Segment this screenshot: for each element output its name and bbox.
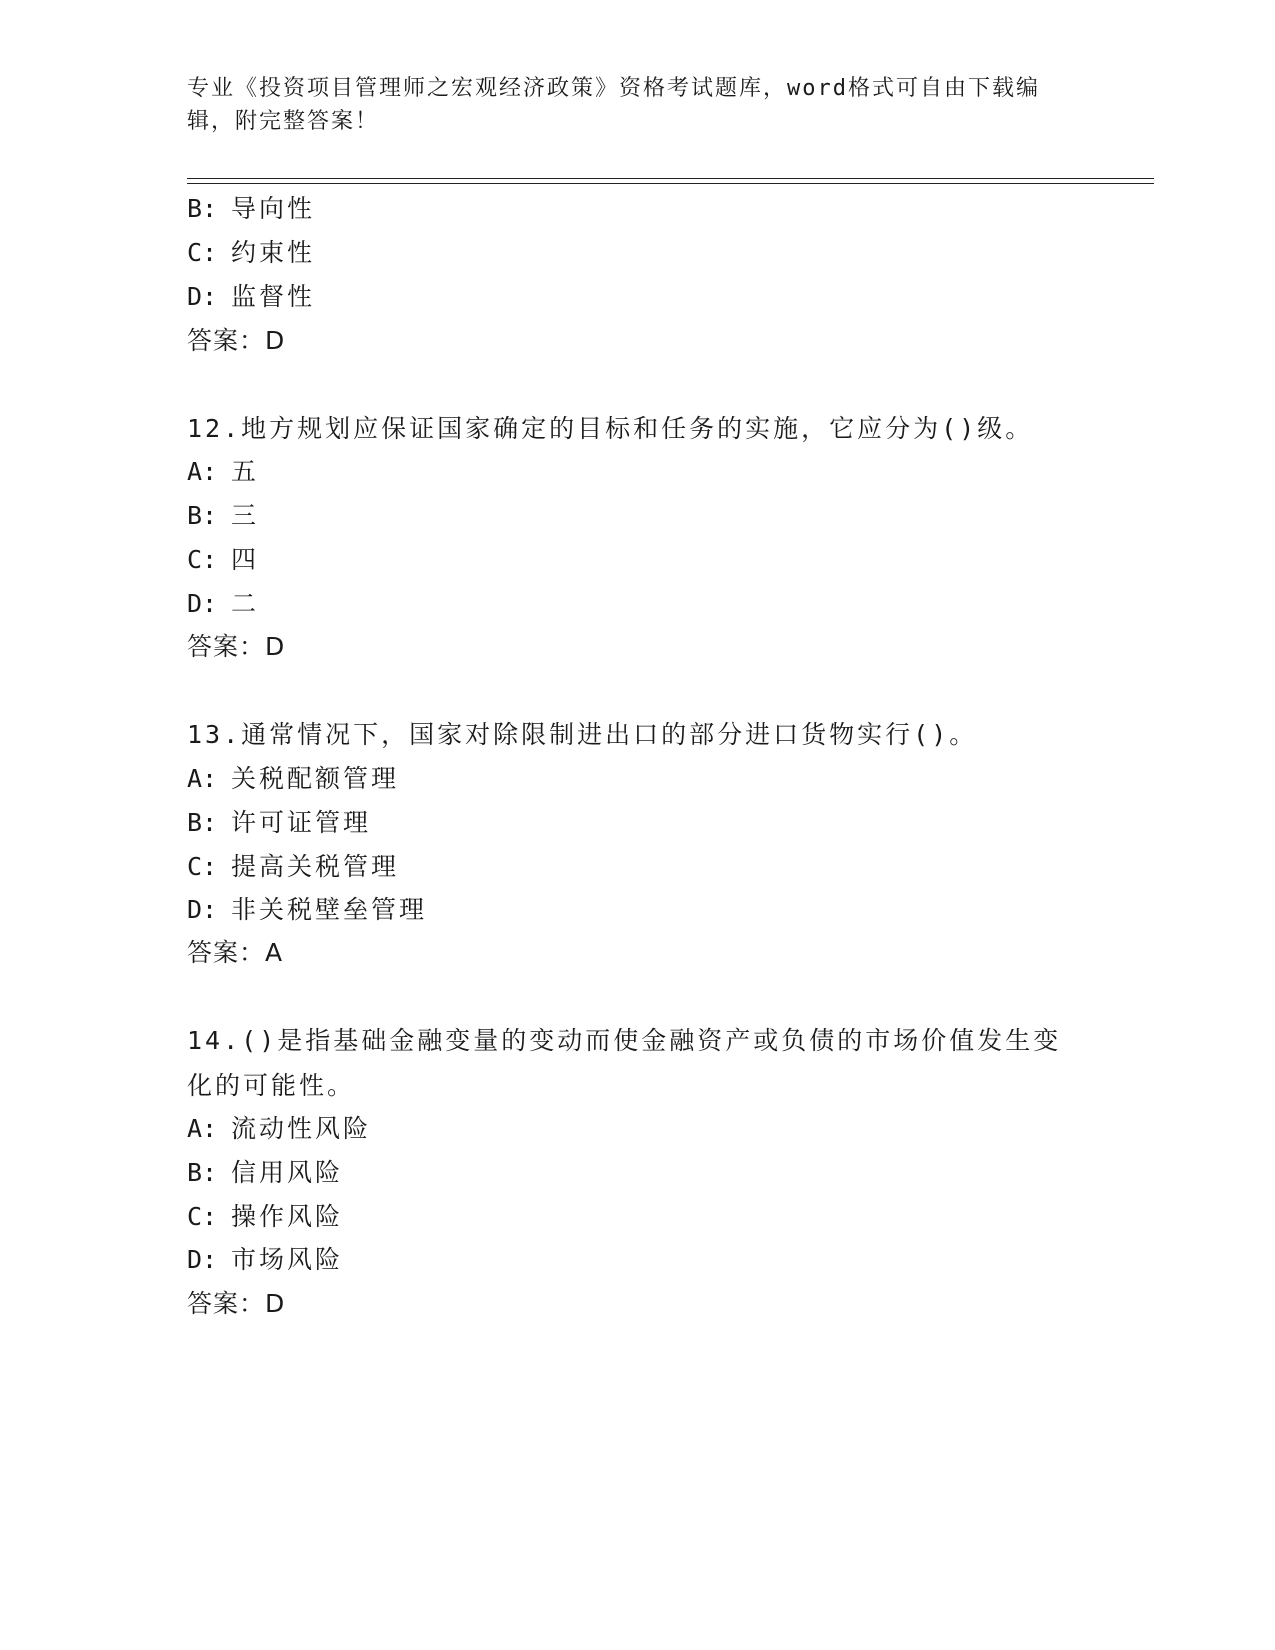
answer: 答案：D xyxy=(187,1289,286,1318)
question-stem: 14.()是指基础金融变量的变动而使金融资产或负债的市场价值发生变化的可能性。 xyxy=(187,1026,1062,1100)
option-d: D: 市场风险 xyxy=(187,1245,344,1274)
answer: 答案：D xyxy=(187,632,286,661)
header-divider-secondary xyxy=(187,183,1154,184)
option-c: C: 操作风险 xyxy=(187,1202,344,1231)
option-d: D: 非关税壁垒管理 xyxy=(187,895,428,924)
option-a: A: 五 xyxy=(187,457,260,486)
answer: 答案：D xyxy=(187,326,286,355)
answer: 答案：A xyxy=(187,938,284,967)
header-divider xyxy=(187,178,1154,179)
option-b: B: 许可证管理 xyxy=(187,808,372,837)
option-c: C: 四 xyxy=(187,545,260,574)
option-a: A: 关税配额管理 xyxy=(187,764,400,793)
option-d: D: 监督性 xyxy=(187,282,316,311)
option-c: C: 约束性 xyxy=(187,238,316,267)
option-c: C: 提高关税管理 xyxy=(187,852,400,881)
option-b: B: 导向性 xyxy=(187,194,316,223)
question-stem: 12.地方规划应保证国家确定的目标和任务的实施，它应分为()级。 xyxy=(187,414,1034,443)
document-header: 专业《投资项目管理师之宏观经济政策》资格考试题库，word格式可自由下载编辑，附完整答案！ xyxy=(187,76,1040,134)
question-stem: 13.通常情况下，国家对除限制进出口的部分进口货物实行()。 xyxy=(187,720,978,749)
option-b: B: 三 xyxy=(187,501,260,530)
option-d: D: 二 xyxy=(187,589,260,618)
option-a: A: 流动性风险 xyxy=(187,1114,372,1143)
option-b: B: 信用风险 xyxy=(187,1158,344,1187)
